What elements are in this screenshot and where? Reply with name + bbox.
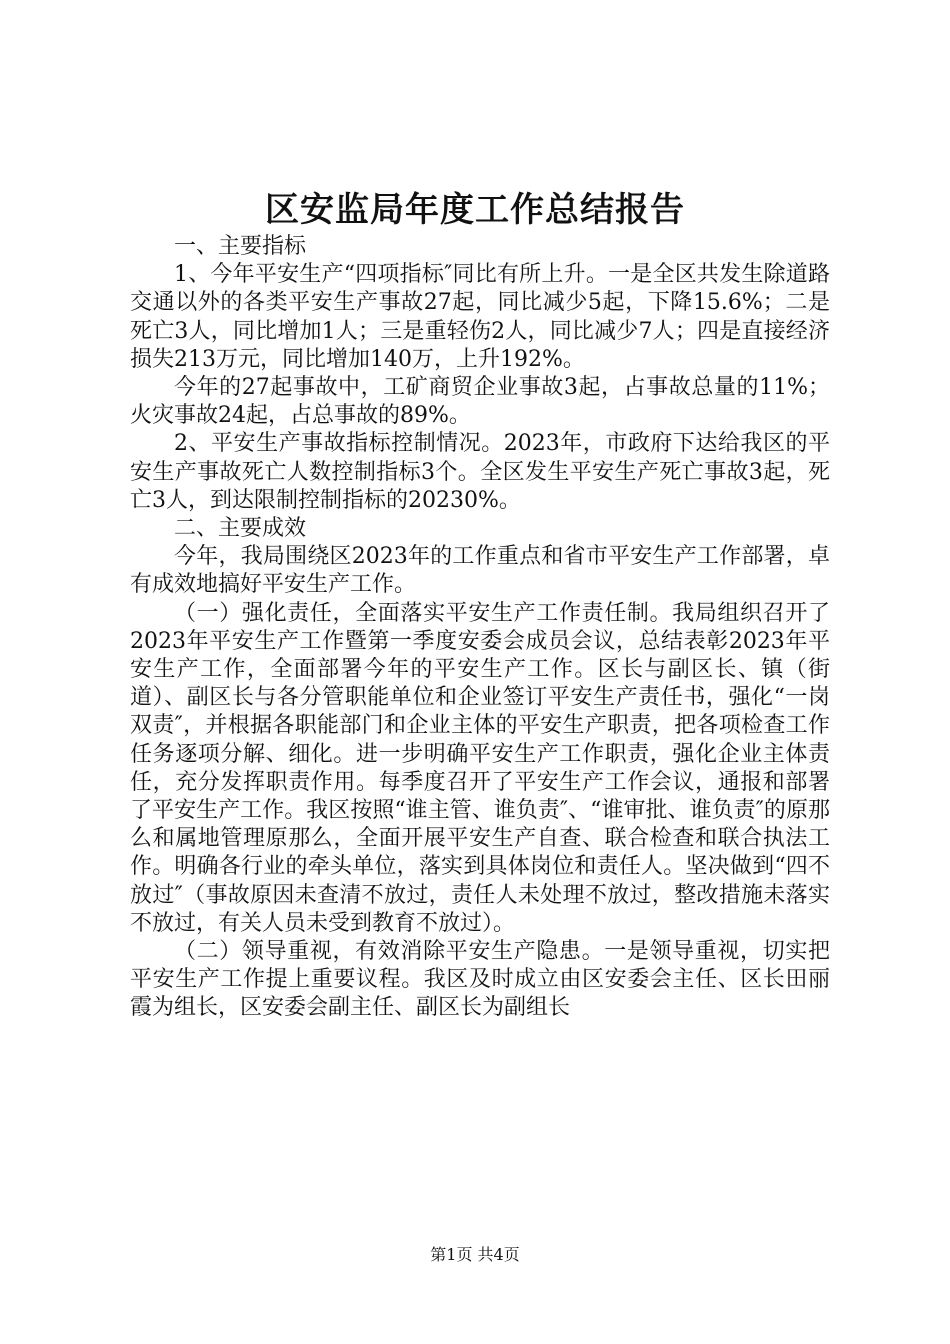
document-body <box>130 233 830 1023</box>
paragraph-responsibility: （一）强化责任，全面落实平安生产工作责任制。我局组织召开了2023年平安生产工作暨第一季度安委会成员会议，总结表彰2023年平安生产工作，全面部署今年的平安生产工作。区长与副区长、镇（街道）、副区长与各分管职能单位和企业签订平安生产责任书，强化“一岗双责″，并根据各职能部门和企业主体的平安生产职责，把各项检查工作任务逐项分解、细化。进一步明确平安生产工作职责，强化企业主体责任，充分发挥职责作用。每季度召开了平安生产工作会议，通报和部署了平安生产工作。我区按照“谁主管、谁负责″、“谁审批、谁负责″的原那么和属地管理原那么，全面开展平安生产自查、联合检查和联合执法工作。明确各行业的牵头单位，落实到具体岗位和责任人。坚决做到“四不放过″（事故原因未查清不放过，责任人未处理不放过，整改措施未落实不放过，有关人员未受到教育不放过）。 <box>130 600 830 936</box>
paragraph-results-intro: 今年，我局围绕区2023年的工作重点和省市平安生产工作部署，卓有成效地搞好平安生产工作。 <box>130 544 830 598</box>
paragraph-accident-breakdown: 今年的27起事故中，工矿商贸企业事故3起，占事故总量的11%；火灾事故24起，占总事故的89%。 <box>130 375 830 429</box>
section-heading-main-results: 二、主要成效 <box>174 516 307 542</box>
paragraph-four-indicators: 1、今年平安生产“四项指标″同比有所上升。一是全区共发生除道路交通以外的各类平安生产事故27起，同比减少5起，下降15.6%；二是死亡3人，同比增加1人；三是重轻伤2人，同比减少7人；四是直接经济损失213万元，同比增加140万，上升192%。 <box>130 262 830 372</box>
page-number: 第1页 共4页 <box>430 1245 520 1264</box>
section-heading-main-indicators: 一、主要指标 <box>174 234 307 259</box>
paragraph-leadership: （二）领导重视，有效消除平安生产隐患。一是领导重视，切实把平安生产工作提上重要议程。我区及时成立由区安委会主任、区长田丽霞为组长，区安委会副主任、副区长为副组长 <box>130 939 830 1021</box>
paragraph-control-indicators: 2、平安生产事故指标控制情况。2023年，市政府下达给我区的平安生产事故死亡人数控制指标3个。全区发生平安生产死亡事故3起，死亡3人，到达限制控制指标的20230%。 <box>130 431 830 513</box>
document-title: 区安监局年度工作总结报告 <box>265 190 685 230</box>
